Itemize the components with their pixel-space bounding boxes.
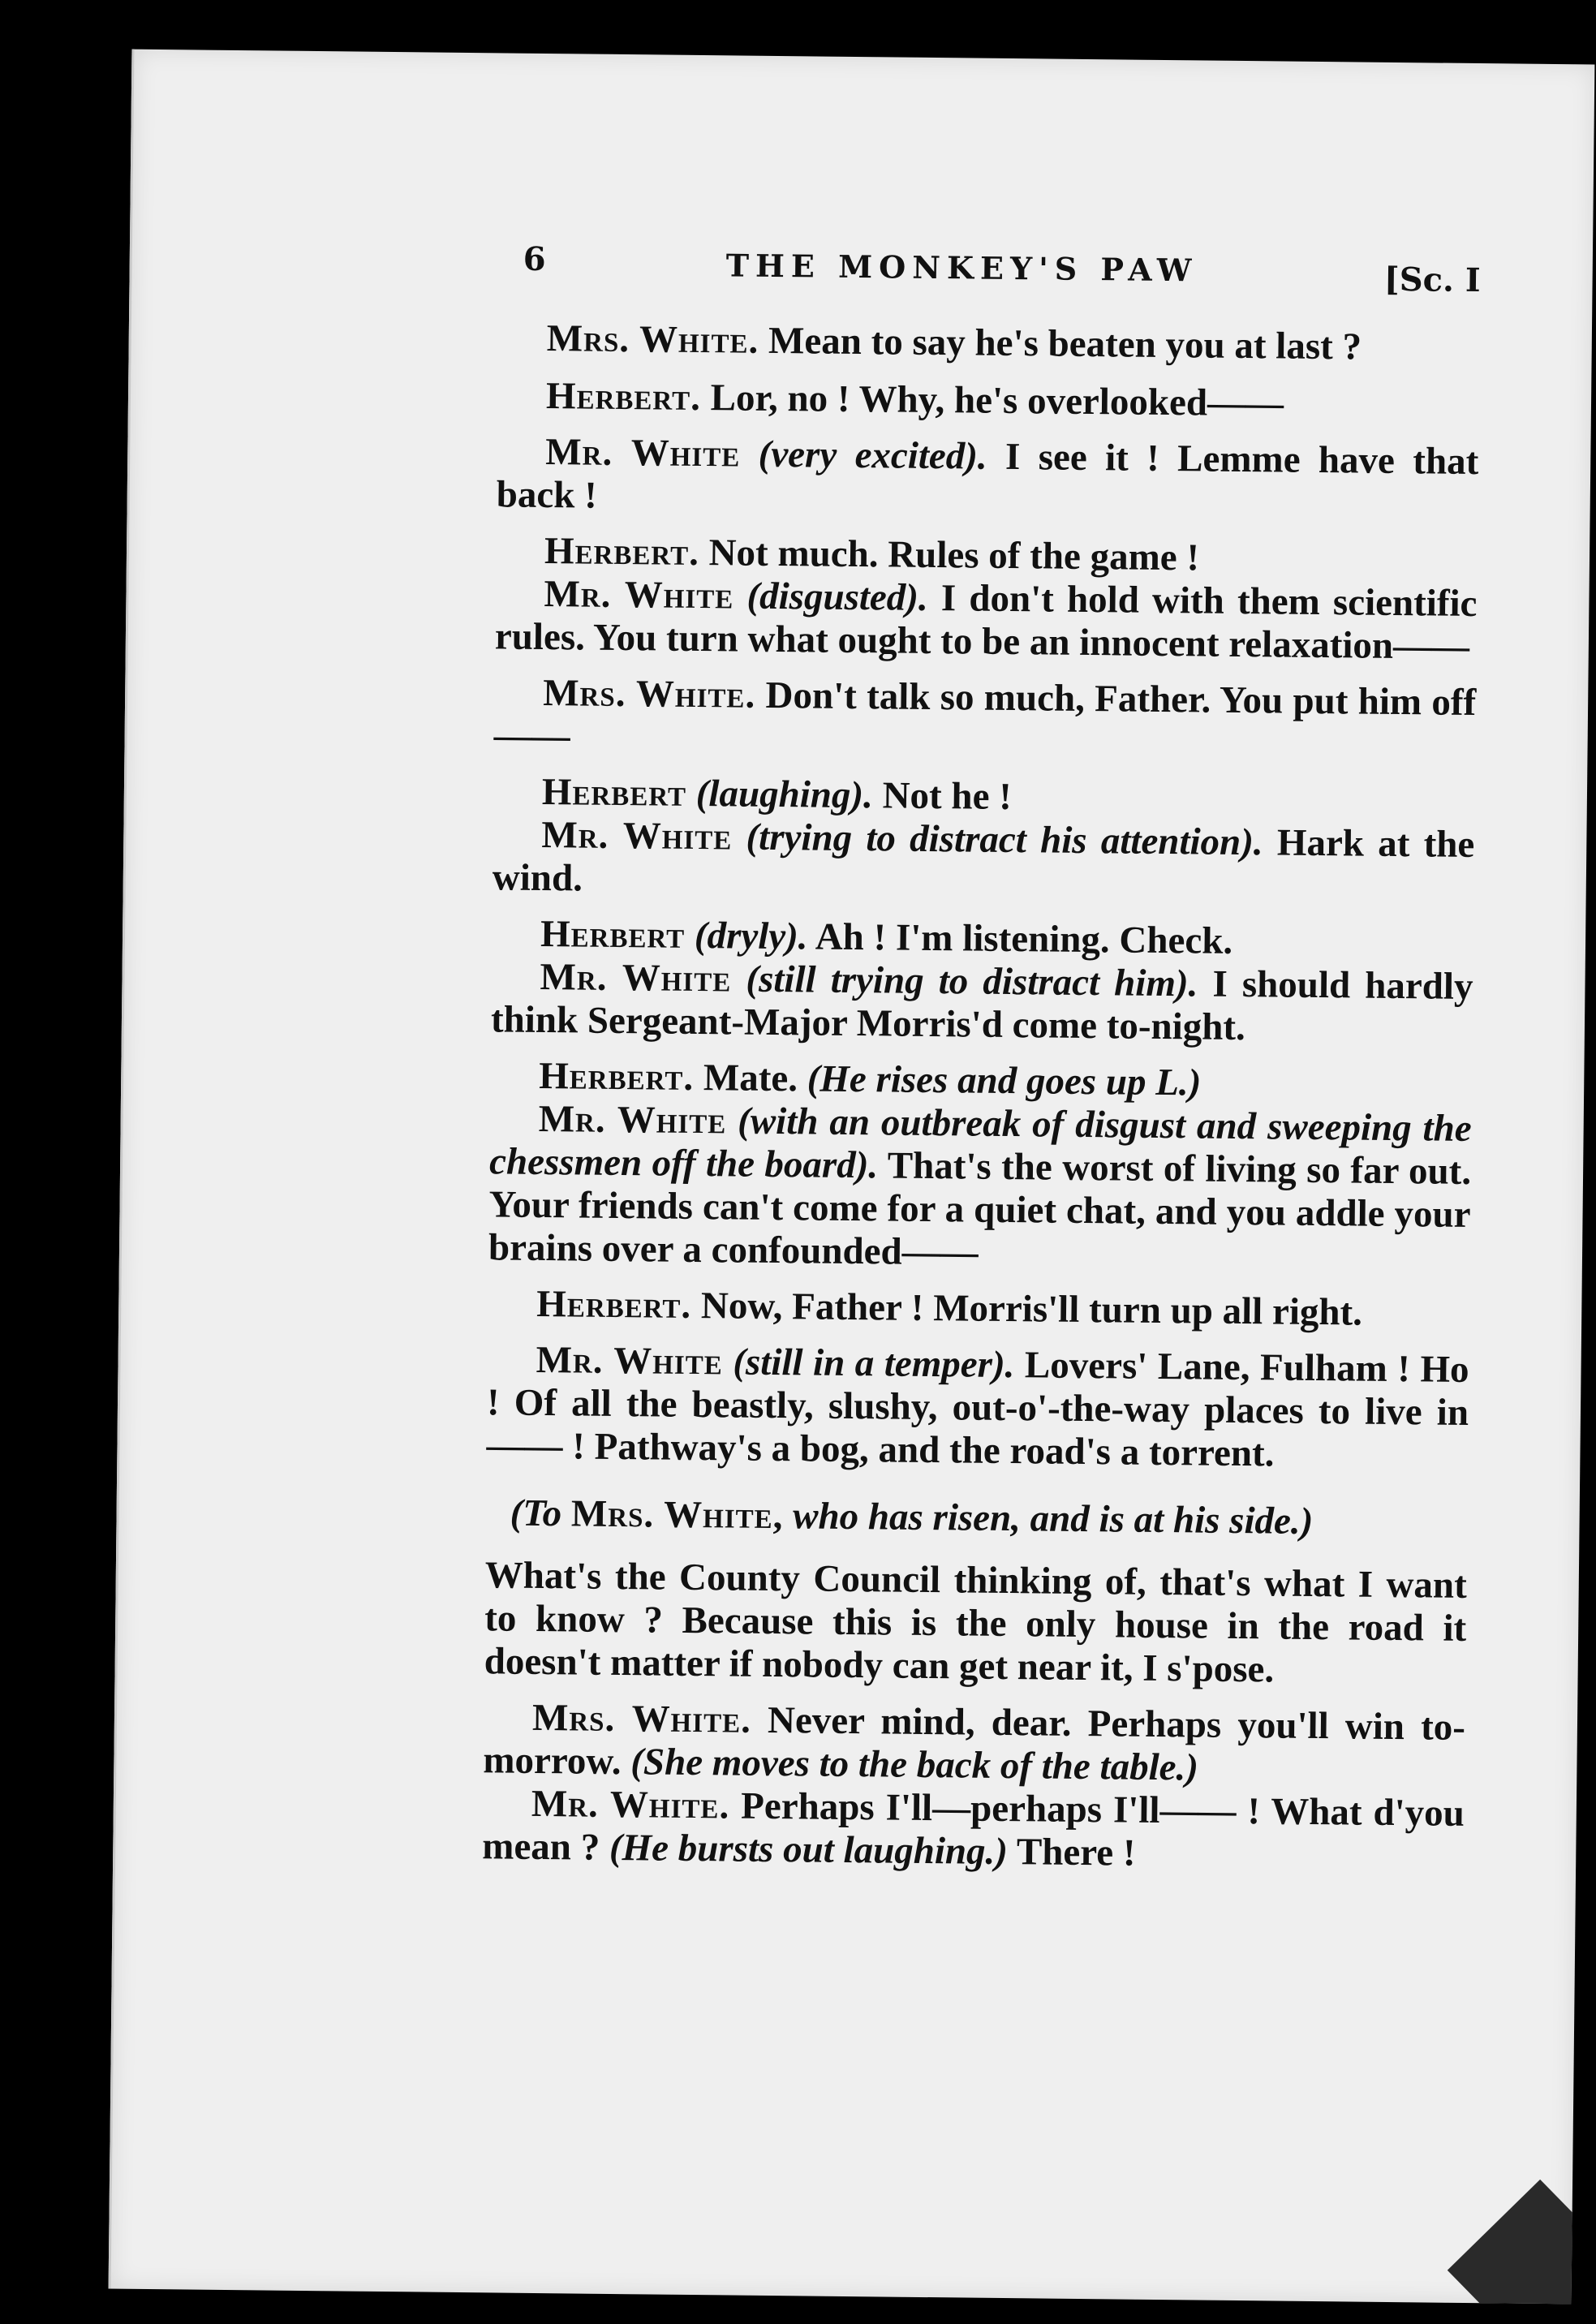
speaker-name: Mrs. White. — [546, 317, 759, 362]
speech: Mean to say he's beaten you at last ? — [768, 319, 1362, 368]
stage-direction: (still trying to distract him). — [746, 958, 1198, 1005]
speaker-name: Herbert. — [539, 1054, 695, 1099]
dialogue-line — [488, 1282, 1469, 1336]
book-page — [109, 49, 1595, 2305]
speech: Perhaps I'll—perhaps I'll—— ! What d'you mean ? — [482, 1784, 1465, 1869]
dialogue-line — [493, 671, 1476, 768]
speaker-name: Mr. White — [545, 431, 741, 476]
speaker-name: Mr. White — [538, 1097, 727, 1143]
speaker-name: Mr. White — [541, 813, 733, 859]
stage-direction: (still in a temper). — [733, 1341, 1015, 1387]
speech: Ah ! I'm listening. Check. — [815, 915, 1233, 962]
speaker-name: Herbert — [541, 770, 687, 815]
dialogue-line — [483, 1696, 1465, 1792]
stage-direction-name: Mrs. White, — [570, 1492, 784, 1538]
speech: Lovers' Lane, Fulham ! Ho ! Of all the beastly, slushy, out-o'-the-way places to live in—— ! Pathway's a bog, and the road's a torrent. — [486, 1344, 1469, 1475]
page-corner-shadow — [1448, 2180, 1595, 2305]
running-head: THE MONKEY'S PAW — [725, 247, 1198, 289]
stage-direction: (disgusted). — [746, 575, 928, 619]
speech: I should hardly think Sergeant-Major Morris'd come to-night. — [490, 962, 1473, 1049]
speaker-name: Herbert. — [545, 375, 702, 420]
speech: Never mind, dear. Perhaps you'll win to-morrow. — [483, 1698, 1466, 1784]
speaker-name: Herbert — [540, 912, 686, 957]
stage-direction: (dryly). — [694, 914, 808, 958]
dialogue-line — [496, 430, 1478, 527]
stage-direction: (very excited). — [758, 433, 987, 478]
speech: Now, Father ! Morris'll turn up all right. — [700, 1285, 1363, 1334]
stage-direction: (laughing). — [695, 772, 874, 817]
play-text — [482, 316, 1480, 1879]
page-header — [523, 240, 1481, 307]
speaker-name: Herbert. — [536, 1282, 692, 1327]
dialogue-line — [495, 572, 1478, 669]
speaker-name: Mr. White — [544, 572, 734, 618]
speaker-name: Mrs. White. — [531, 1696, 752, 1741]
stage-direction: (with an outbreak of disgust and sweeping the chessmen off the board). — [488, 1100, 1472, 1187]
dialogue-line — [482, 1782, 1465, 1879]
speaker-name: Herbert. — [544, 529, 700, 574]
speech: Don't talk so much, Father. You put him off—— — [493, 674, 1477, 758]
speaker-name: Mr. White — [540, 955, 732, 1001]
scene-marker: [Sc. I — [1383, 260, 1481, 300]
dialogue-line — [488, 1097, 1472, 1280]
speech: Hark at the wind. — [492, 821, 1475, 900]
page-number: 6 — [523, 239, 546, 278]
speech-tail: There ! — [1016, 1831, 1136, 1874]
speaker-name: Mrs. White. — [542, 671, 756, 717]
dialogue-line — [498, 316, 1480, 370]
speech-continuation: What's the County Council thinking of, that's what I want to know ? Because this is the only house in the road it doesn't matter if nobody can get near it, I s'pose. — [484, 1554, 1468, 1691]
stage-direction: (She moves to the back of the table.) — [630, 1741, 1199, 1789]
speech: I see it ! Lemme have that back ! — [496, 435, 1479, 517]
stage-direction: (trying to distract his attention). — [746, 816, 1263, 864]
speech: Lor, no ! Why, he's overlooked—— — [710, 377, 1284, 425]
stage-direction: (He rises and goes up L.) — [807, 1057, 1202, 1104]
stage-direction-open: (To — [510, 1491, 572, 1535]
dialogue-line — [486, 1338, 1469, 1478]
stage-direction-rest: who has risen, and is at his side.) — [783, 1495, 1314, 1543]
speech: Not much. Rules of the game ! — [708, 532, 1200, 579]
speaker-name: Mr. White. — [531, 1782, 730, 1827]
dialogue-line — [493, 813, 1475, 910]
speech: I don't hold with them scientific rules. You turn what ought to be an innocent relaxation—— — [494, 577, 1478, 668]
dialogue-line — [497, 374, 1479, 428]
centered-stage-direction — [485, 1491, 1467, 1545]
speech: That's the worst of living so far out. Your friends can't come for a quiet chat, and you addle your brains over a confounded—— — [488, 1144, 1472, 1274]
dialogue-line — [491, 955, 1473, 1052]
speech: Not he ! — [882, 774, 1013, 819]
speaker-name: Mr. White — [536, 1338, 724, 1384]
stage-direction: (He bursts out laughing.) — [609, 1826, 1009, 1874]
speech: Mate. — [703, 1057, 798, 1100]
